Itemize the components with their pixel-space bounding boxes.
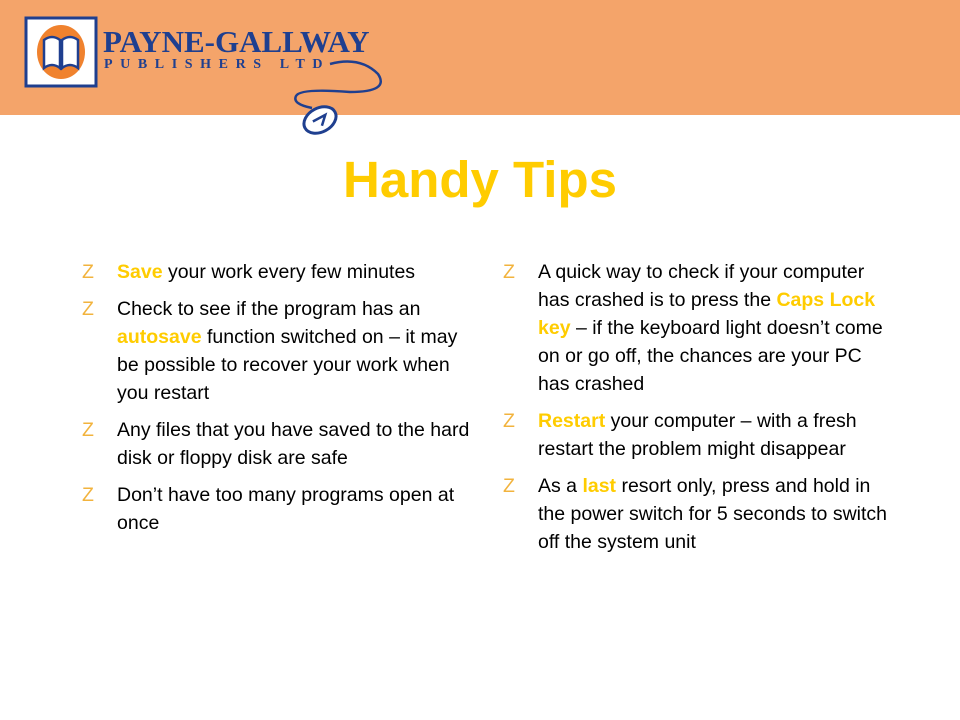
bullet-text: – if the keyboard light doesn’t come on or go off, the chances are your PC has crashed [538,317,883,395]
bullet-item [503,407,893,463]
highlight-text: last [582,475,617,497]
brand-subtitle: PUBLISHERS LTD [104,57,331,72]
bullet-text: Don’t have too many programs open at once [117,484,455,534]
book-icon-right [62,37,78,68]
left-column [82,258,472,546]
bullet-text: your computer – with a fresh restart the problem might disappear [538,410,857,460]
publisher-logo [0,0,960,150]
highlight-text: autosave [117,326,202,348]
highlight-text: Save [117,261,163,283]
bullet-icon: Z [82,484,94,506]
bullet-item [82,258,472,286]
bullet-item [82,416,472,472]
right-column [503,258,893,565]
bullet-icon: Z [503,475,515,497]
bullet-text: Any files that you have saved to the hard disk or floppy disk are safe [117,419,470,469]
bullet-item [503,472,893,556]
bullet-text: A quick way to check if your computer has crashed is to press the [538,261,865,311]
bullet-text: resort only, press and hold in the power switch for 5 seconds to switch off the system unit [538,475,887,553]
bullet-icon: Z [503,261,515,283]
highlight-text: Caps Lock key [538,289,876,339]
bullet-item [82,295,472,407]
slide-title: Handy Tips [343,151,617,208]
bullet-text: function switched on – it may be possible to recover your work when you restart [117,326,458,404]
highlight-text: Restart [538,410,606,432]
bullet-icon: Z [503,410,515,432]
bullet-icon: Z [82,298,94,320]
bullet-item [503,258,893,398]
brand-name: PAYNE-GALLWAY [103,24,370,59]
bullet-item [82,481,472,537]
bullet-text: your work every few minutes [162,261,416,283]
book-icon-left [44,37,60,68]
bullet-text: Check to see if the program has an [117,298,421,320]
bullet-icon: Z [82,261,94,283]
bullet-icon: Z [82,419,94,441]
bullet-text: As a [538,475,583,497]
